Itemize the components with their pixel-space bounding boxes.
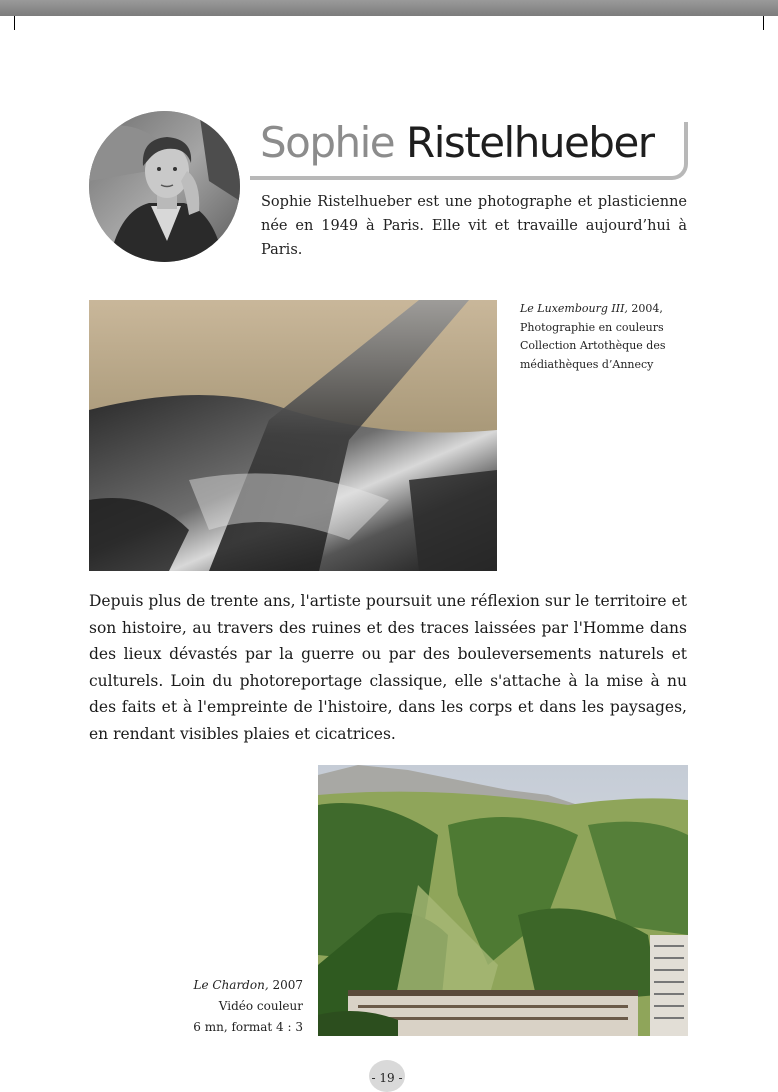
artist-first-name: Sophie (260, 118, 395, 167)
crop-mark-right (763, 16, 764, 30)
artwork-title: Le Chardon, (193, 978, 269, 992)
artist-portrait (89, 111, 240, 262)
intro-paragraph: Sophie Ristelhueber est une photographe et plasticienne née en 1949 à Paris. Elle vit et travaille aujourd’hui à Paris. (261, 194, 687, 258)
crop-mark-left (14, 16, 15, 30)
artwork-format: 6 mn, format 4 : 3 (193, 1020, 303, 1034)
artwork-caption-luxembourg (520, 300, 690, 374)
artwork-year: 2004, (627, 302, 663, 315)
artwork-medium: Vidéo couleur (218, 999, 303, 1013)
artist-last-name: Ristelhueber (406, 118, 654, 167)
body-paragraph: Depuis plus de trente ans, l'artiste poursuit une réflexion sur le territoire et son histoire, au travers des ruines et des traces laissées par l'Homme dans des lieux dévastés par la guerre ou par des bouleversements naturels et culturels. Loin du photoreportage classique, elle s'attache à la mise à nu des faits et à l'empreinte de l'histoire, dans les corps et dans les paysages, en rendant visibles plaies et cicatrices. (89, 592, 687, 743)
artwork-photo-luxembourg (89, 300, 497, 571)
artwork-collection: Collection Artothèque des médiathèques d’Annecy (520, 339, 666, 371)
artwork-title: Le Luxembourg III, (520, 302, 628, 315)
page-number: - 19 - (369, 1060, 405, 1092)
window-top-bar (0, 0, 778, 16)
artwork-caption-chardon (150, 975, 303, 1038)
artwork-photo-chardon (318, 765, 688, 1036)
artwork-medium: Photographie en couleurs (520, 320, 664, 334)
page-title (260, 117, 654, 169)
artwork-year: 2007 (268, 978, 303, 992)
